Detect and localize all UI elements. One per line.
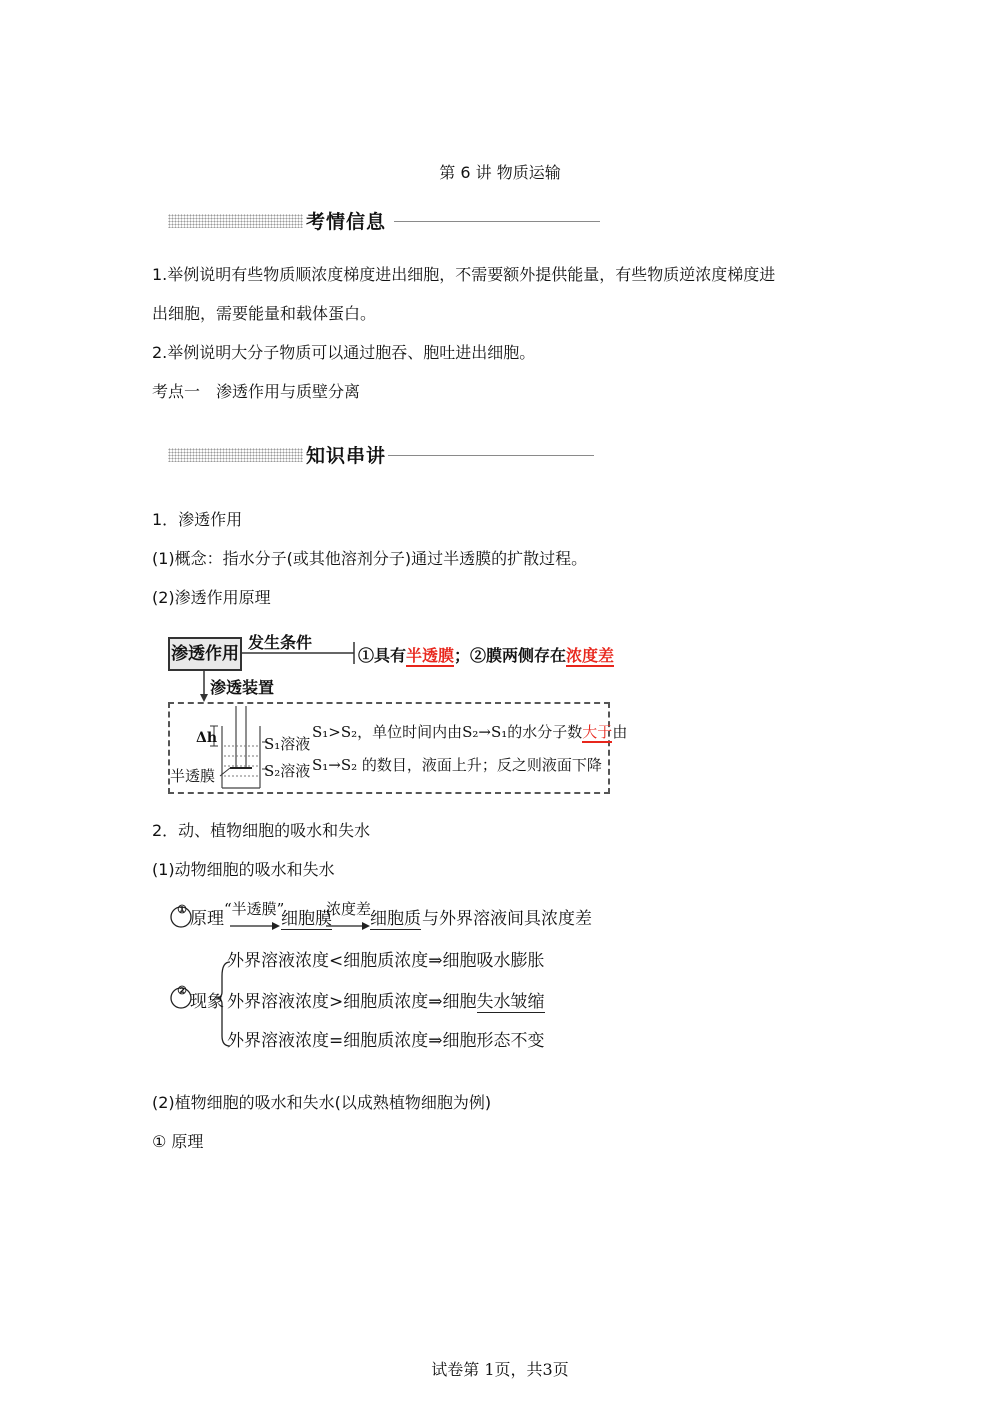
principle-label: 原理	[190, 909, 224, 929]
banner-line	[388, 455, 594, 456]
phenomenon-shrink-b: 失水皱缩	[476, 992, 545, 1012]
osmosis-box: 渗透作用	[168, 637, 242, 671]
section-heading-1: 考点一 渗透作用与质壁分离	[152, 382, 361, 401]
subheading-osmosis: 1．渗透作用	[152, 510, 243, 529]
banner-dots	[168, 448, 303, 462]
osmosis-device-panel	[168, 702, 613, 794]
phenomenon-swell: 外界溶液浓度<细胞质浓度⇒细胞吸水膨胀	[227, 951, 545, 971]
principle-cytoplasm: 细胞质	[370, 904, 421, 930]
principle-tail: 与外界溶液间具浓度差	[422, 909, 592, 929]
device-label: 渗透装置	[210, 678, 275, 697]
subheading-cells: 2．动、植物细胞的吸水和失水	[152, 821, 371, 840]
principle-diff: 浓度差	[326, 900, 372, 918]
osmosis-principle-heading: (2)渗透作用原理	[152, 588, 271, 607]
phenomenon-shrink-a: 外界溶液浓度>细胞质浓度⇒细胞	[227, 992, 477, 1012]
page-title: 第 6 讲 物质运输	[439, 163, 561, 182]
phenomenon-unchanged: 外界溶液浓度=细胞质浓度⇒细胞形态不变	[227, 1031, 545, 1051]
delta-h-label: Δh	[196, 730, 218, 746]
phenomenon-shrink	[227, 987, 545, 1012]
section-banner-knowledge	[168, 444, 594, 466]
banner-dots	[168, 214, 303, 228]
phenomena-number: ②	[177, 984, 187, 997]
info-line-2: 出细胞，需要能量和载体蛋白。	[152, 304, 377, 323]
osmosis-desc-1c: 由	[612, 723, 628, 741]
plant-cells-heading: (2)植物细胞的吸水和失水(以成熟植物细胞为例)	[152, 1093, 492, 1112]
osmosis-desc-2: S₁→S₂ 的数目，液面上升；反之则液面下降	[312, 756, 602, 774]
osmosis-desc-greater: 大于	[582, 723, 613, 741]
condition-label: 发生条件	[248, 633, 313, 652]
condition-text	[358, 643, 614, 666]
osmosis-desc-1a: S₁>S₂，单位时间内由S₂→S₁的水分子数	[312, 723, 583, 741]
banner-line	[394, 221, 600, 222]
page-footer: 试卷第 1页，共3页	[431, 1360, 569, 1379]
condition-semipermeable: 半透膜	[406, 646, 455, 665]
phenomena-label: 现象	[190, 992, 224, 1012]
s2-solution-label: S₂溶液	[264, 762, 311, 780]
info-line-1: 1.举例说明有些物质顺浓度梯度进出细胞，不需要额外提供能量，有些物质逆浓度梯度进	[152, 265, 776, 284]
principle-quote: “半透膜”	[224, 900, 285, 918]
osmosis-desc-1	[312, 721, 627, 742]
animal-cells-heading: (1)动物细胞的吸水和失水	[152, 860, 335, 879]
info-line-3: 2.举例说明大分子物质可以通过胞吞、胞吐进出细胞。	[152, 343, 536, 362]
condition-part-c: ；②膜两侧存在	[454, 646, 567, 665]
principle-number: ①	[177, 903, 187, 916]
section-banner-exam-info	[168, 210, 600, 232]
plant-principle-heading: ① 原理	[152, 1132, 204, 1151]
condition-part-a: ①具有	[358, 646, 407, 665]
condition-concentration-diff: 浓度差	[566, 646, 615, 665]
banner-label: 知识串讲	[306, 445, 387, 467]
s1-solution-label: S₁溶液	[264, 735, 311, 753]
principle-membrane: 细胞膜	[281, 904, 332, 930]
banner-label: 考情信息	[306, 211, 387, 233]
osmosis-concept: (1)概念：指水分子(或其他溶剂分子)通过半透膜的扩散过程。	[152, 549, 588, 568]
membrane-label: 半透膜	[170, 767, 216, 785]
